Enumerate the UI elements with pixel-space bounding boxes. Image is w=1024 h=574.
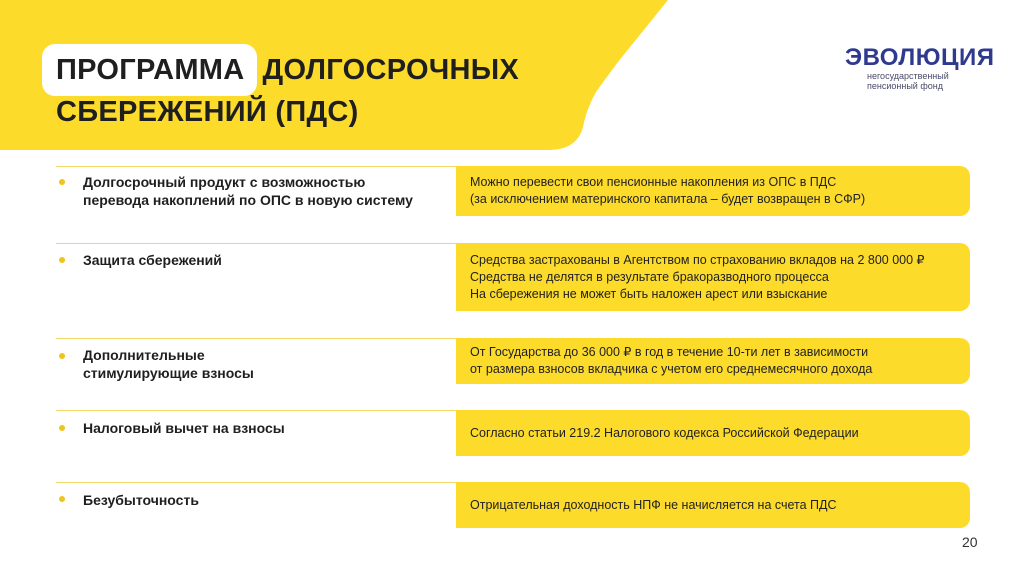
- bullet-icon: [59, 425, 65, 431]
- row-label: [83, 419, 285, 437]
- row-card: [456, 166, 970, 216]
- logo-subtitle-line2: пенсионный фонд: [867, 81, 943, 91]
- card-line: (за исключением материнского капитала – будет возвращен в СФР): [470, 192, 866, 206]
- card-line: От Государства до 36 000 ₽ в год в течение 10-ти лет в зависимости: [470, 345, 869, 359]
- row-divider: [56, 410, 456, 411]
- card-line: Согласно статьи 219.2 Налогового кодекса Российской Федерации: [470, 425, 859, 440]
- bullet-icon: [59, 179, 65, 185]
- row-label: [83, 251, 222, 269]
- row-divider: [56, 338, 456, 339]
- row-divider: [56, 166, 456, 167]
- title-highlight: ПРОГРАММА: [42, 44, 257, 96]
- row-card: [456, 243, 970, 311]
- row-divider: [56, 243, 456, 244]
- logo-subtitle-line1: негосударственный: [867, 71, 949, 81]
- title-rest: ДОЛГОСРОЧНЫХ: [262, 53, 520, 86]
- row-card: [456, 410, 970, 456]
- row-label-line: Налоговый вычет на взносы: [83, 420, 285, 436]
- row-label-line: Долгосрочный продукт с возможностью: [83, 174, 366, 190]
- page-title: [42, 44, 519, 96]
- card-line: На сбережения не может быть наложен арест или взыскание: [470, 286, 828, 301]
- logo-subtitle: [867, 71, 949, 91]
- card-line: Средства не делятся в результате бракоразводного процесса: [470, 269, 829, 284]
- row-label: [83, 346, 254, 382]
- bullet-icon: [59, 353, 65, 359]
- bullet-icon: [59, 257, 65, 263]
- row-label: [83, 173, 413, 209]
- row-label-line: Защита сбережений: [83, 252, 222, 268]
- row-divider: [56, 482, 456, 483]
- card-line: от размера взносов вкладчика с учетом его среднемесячного дохода: [470, 362, 873, 376]
- row-card: [456, 338, 970, 384]
- row-label: [83, 491, 199, 509]
- row-label-line: Дополнительные: [83, 347, 205, 363]
- row-label-line: перевода накоплений по ОПС в новую систему: [83, 192, 413, 208]
- logo-name: ЭВОЛЮЦИЯ: [845, 44, 995, 71]
- bullet-icon: [59, 496, 65, 502]
- card-line: Средства застрахованы в Агентством по страхованию вкладов на 2 800 000 ₽: [470, 252, 925, 267]
- card-line: Можно перевести свои пенсионные накопления из ОПС в ПДС: [470, 175, 837, 189]
- row-label-line: стимулирующие взносы: [83, 365, 254, 381]
- row-card: [456, 482, 970, 528]
- card-line: Отрицательная доходность НПФ не начисляется на счета ПДС: [470, 497, 837, 512]
- row-label-line: Безубыточность: [83, 492, 199, 508]
- page-title-line2: СБЕРЕЖЕНИЙ (ПДС): [56, 96, 359, 128]
- page-number: 20: [962, 534, 978, 550]
- logo: [845, 44, 995, 94]
